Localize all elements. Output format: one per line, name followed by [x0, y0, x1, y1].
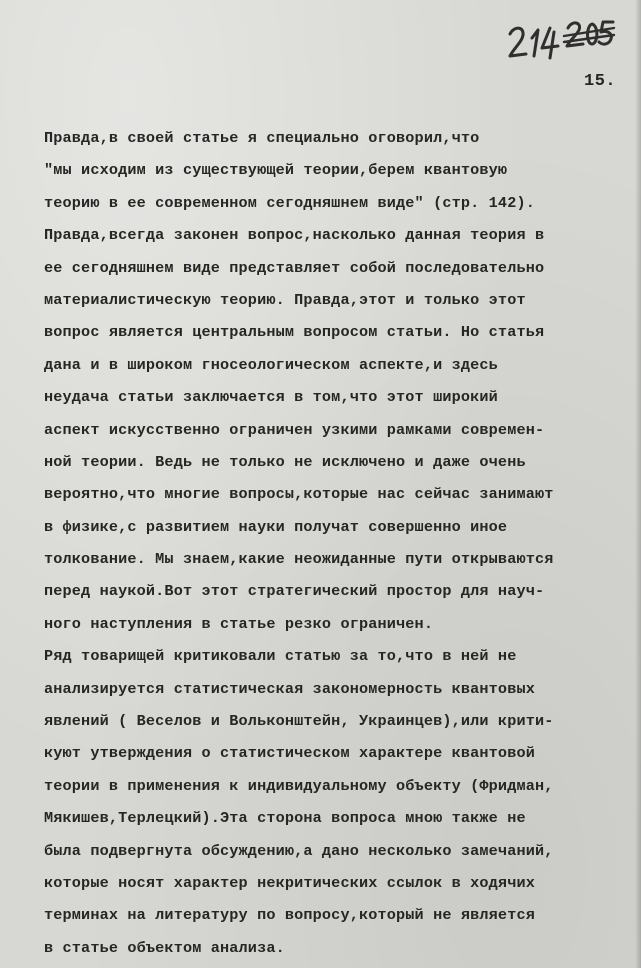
- text-line: Ряд товарищей критиковали статью за то,что в ней не: [44, 647, 517, 666]
- text-line: куют утверждения о статистическом характере квантовой: [44, 744, 535, 763]
- text-line: теорию в ее современном сегодняшнем виде" (стр. 142).: [44, 193, 535, 212]
- text-line: в физике,с развитием науки получат совершенно иное: [44, 517, 508, 536]
- text-line: ного наступления в статье резко ограничен.: [44, 614, 434, 633]
- handwritten-page-number-mark: [506, 14, 616, 62]
- text-line: материалистическую теорию. Правда,этот и только этот: [44, 290, 526, 309]
- text-line: неудача статьи заключается в том,что этот широкий: [44, 388, 498, 407]
- text-line: терминах на литературу по вопросу,который не является: [44, 906, 535, 925]
- text-line: Правда,в своей статье я специально оговорил,что: [44, 129, 480, 147]
- page-edge-shadow: [635, 0, 641, 968]
- text-line: явлений ( Веселов и Вольконштейн, Украинцев),или крити-: [44, 712, 554, 731]
- typewritten-text-body: [44, 122, 634, 964]
- text-line: вероятно,что многие вопросы,которые нас сейчас занимают: [44, 485, 554, 504]
- text-line: Правда,всегда законен вопрос,насколько данная теория в: [44, 226, 545, 245]
- text-line: в статье объектом анализа.: [44, 938, 285, 957]
- text-line: теории в применения к индивидуальному объекту (Фридман,: [44, 776, 554, 795]
- text-line: "мы исходим из существующей теории,берем квантовую: [44, 161, 508, 180]
- text-line: которые носят характер некритических ссылок в ходячих: [44, 873, 535, 892]
- text-line: Мякишев,Терлецкий).Эта сторона вопроса мною также не: [44, 809, 526, 828]
- text-line: ной теории. Ведь не только не исключено и даже очень: [44, 452, 526, 471]
- text-line: перед наукой.Вот этот стратегический простор для науч-: [44, 582, 545, 601]
- text-line: вопрос является центральным вопросом статьи. Но статья: [44, 323, 545, 342]
- text-line: ее сегодняшнем виде представляет собой последовательно: [44, 258, 545, 277]
- text-line: была подвергнута обсуждению,а дано несколько замечаний,: [44, 841, 554, 860]
- text-line: аспект искусственно ограничен узкими рамками современ-: [44, 420, 545, 439]
- text-line: толкование. Мы знаем,какие неожиданные пути открываются: [44, 550, 554, 569]
- text-line: дана и в широком гносеологическом аспекте,и здесь: [44, 355, 498, 374]
- page-number: 15.: [584, 72, 617, 91]
- text-line: анализируется статистическая закономерность квантовых: [44, 679, 535, 698]
